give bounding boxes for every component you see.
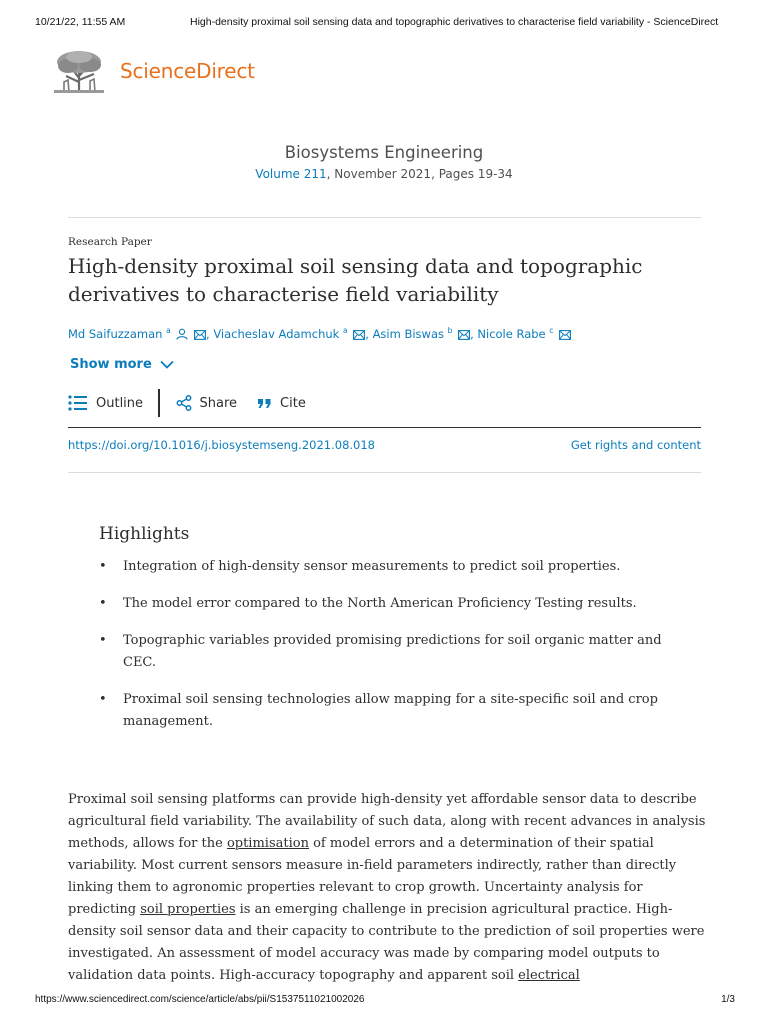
- highlights-heading: Highlights: [99, 524, 190, 544]
- brand-name[interactable]: ScienceDirect: [120, 59, 255, 83]
- divider: [68, 472, 701, 473]
- list-item: [99, 689, 679, 733]
- author-link[interactable]: Nicole Rabe $^c$: [477, 326, 554, 341]
- person-icon[interactable]: [176, 328, 188, 340]
- print-page-title: High-density proximal soil sensing data and topographic derivatives to characterise field variability - ScienceDirect: [190, 16, 719, 28]
- highlight-text: Integration of high-density sensor measurements to predict soil properties.: [123, 559, 621, 574]
- toolbar-divider: [158, 389, 160, 417]
- cite-label: Cite: [280, 395, 306, 411]
- elsevier-tree-logo-icon[interactable]: [52, 48, 106, 94]
- mail-icon[interactable]: [353, 330, 365, 340]
- mail-icon[interactable]: [194, 330, 206, 340]
- share-icon: [176, 395, 192, 411]
- author-list: Md Saifuzzaman $^a$ , Viacheslav Adamchuk $^a$ , Asim Biswas $^b$ , Nicole Rabe $^c$: [68, 326, 571, 341]
- journal-title[interactable]: Biosystems Engineering: [284, 143, 484, 162]
- outline-button[interactable]: [68, 395, 143, 411]
- author-link[interactable]: Viacheslav Adamchuk $^a$: [213, 326, 348, 341]
- list-item: [99, 593, 679, 615]
- article-type: Research Paper: [68, 236, 152, 248]
- outline-label: Outline: [96, 395, 144, 411]
- page-number: 1/3: [721, 994, 735, 1005]
- bullet-icon: •: [99, 692, 107, 707]
- bullet-icon: •: [99, 633, 107, 648]
- author-link[interactable]: Md Saifuzzaman $^a$: [68, 326, 171, 341]
- print-url: https://www.sciencedirect.com/science/article/abs/pii/S1537511021002026: [35, 994, 365, 1005]
- highlight-text: Topographic variables provided promising predictions for soil organic matter and CEC.: [123, 633, 662, 670]
- share-button[interactable]: [176, 395, 238, 411]
- cite-button[interactable]: [257, 396, 306, 411]
- glossary-link[interactable]: soil properties: [140, 902, 236, 917]
- chevron-down-icon: [160, 360, 174, 369]
- glossary-link[interactable]: electrical: [518, 968, 580, 983]
- list-item: [99, 556, 679, 578]
- author-link[interactable]: Asim Biswas $^b$: [372, 326, 453, 341]
- share-label: Share: [199, 395, 238, 411]
- divider: [68, 217, 701, 218]
- toolbar-rule: [68, 427, 701, 428]
- issue-info: [0, 167, 768, 181]
- mail-icon[interactable]: [559, 330, 571, 340]
- rights-link[interactable]: Get rights and content: [570, 438, 701, 452]
- quote-icon: [257, 397, 272, 409]
- highlight-text: The model error compared to the North American Proficiency Testing results.: [123, 596, 637, 611]
- issue-details: , November 2021, Pages 19-34: [326, 167, 513, 181]
- article-title: High-density proximal soil sensing data and topographic derivatives to characterise field variability: [68, 254, 643, 306]
- show-more-label: Show more: [70, 357, 152, 372]
- print-datetime: 10/21/22, 11:55 AM: [35, 16, 126, 28]
- list-icon: [68, 395, 88, 411]
- highlights-list: [99, 556, 679, 748]
- glossary-link[interactable]: optimisation: [226, 836, 309, 851]
- doi-link[interactable]: https://doi.org/10.1016/j.biosystemseng.2021.08.018: [68, 438, 376, 452]
- article-toolbar: [68, 388, 306, 418]
- abstract-paragraph: Proximal soil sensing platforms can provide high-density yet affordable sensor data to describe agricultural field variability. The availability of such data, along with recent advances in analysis methods, allows for the optimisation of model errors and a determination of their spatial variability. Most current sensors measure in-field parameters indirectly, rather than directly linking them to agronomic properties relevant to crop growth. Uncertainty analysis for predicting soil properties is an emerging challenge in precision agricultural practice. High-density soil sensor data and their capacity to contribute to the prediction of soil properties were investigated. An assessment of model accuracy was made by comparing model outputs to validation data points. High-accuracy topography and apparent soil electrical: [68, 792, 706, 983]
- show-more-button[interactable]: [70, 357, 174, 372]
- bullet-icon: •: [99, 596, 107, 611]
- list-item: [99, 630, 679, 674]
- mail-icon[interactable]: [458, 330, 470, 340]
- highlight-text: Proximal soil sensing technologies allow mapping for a site-specific soil and crop management.: [123, 692, 658, 729]
- volume-link[interactable]: Volume 211: [255, 167, 327, 181]
- bullet-icon: •: [99, 559, 107, 574]
